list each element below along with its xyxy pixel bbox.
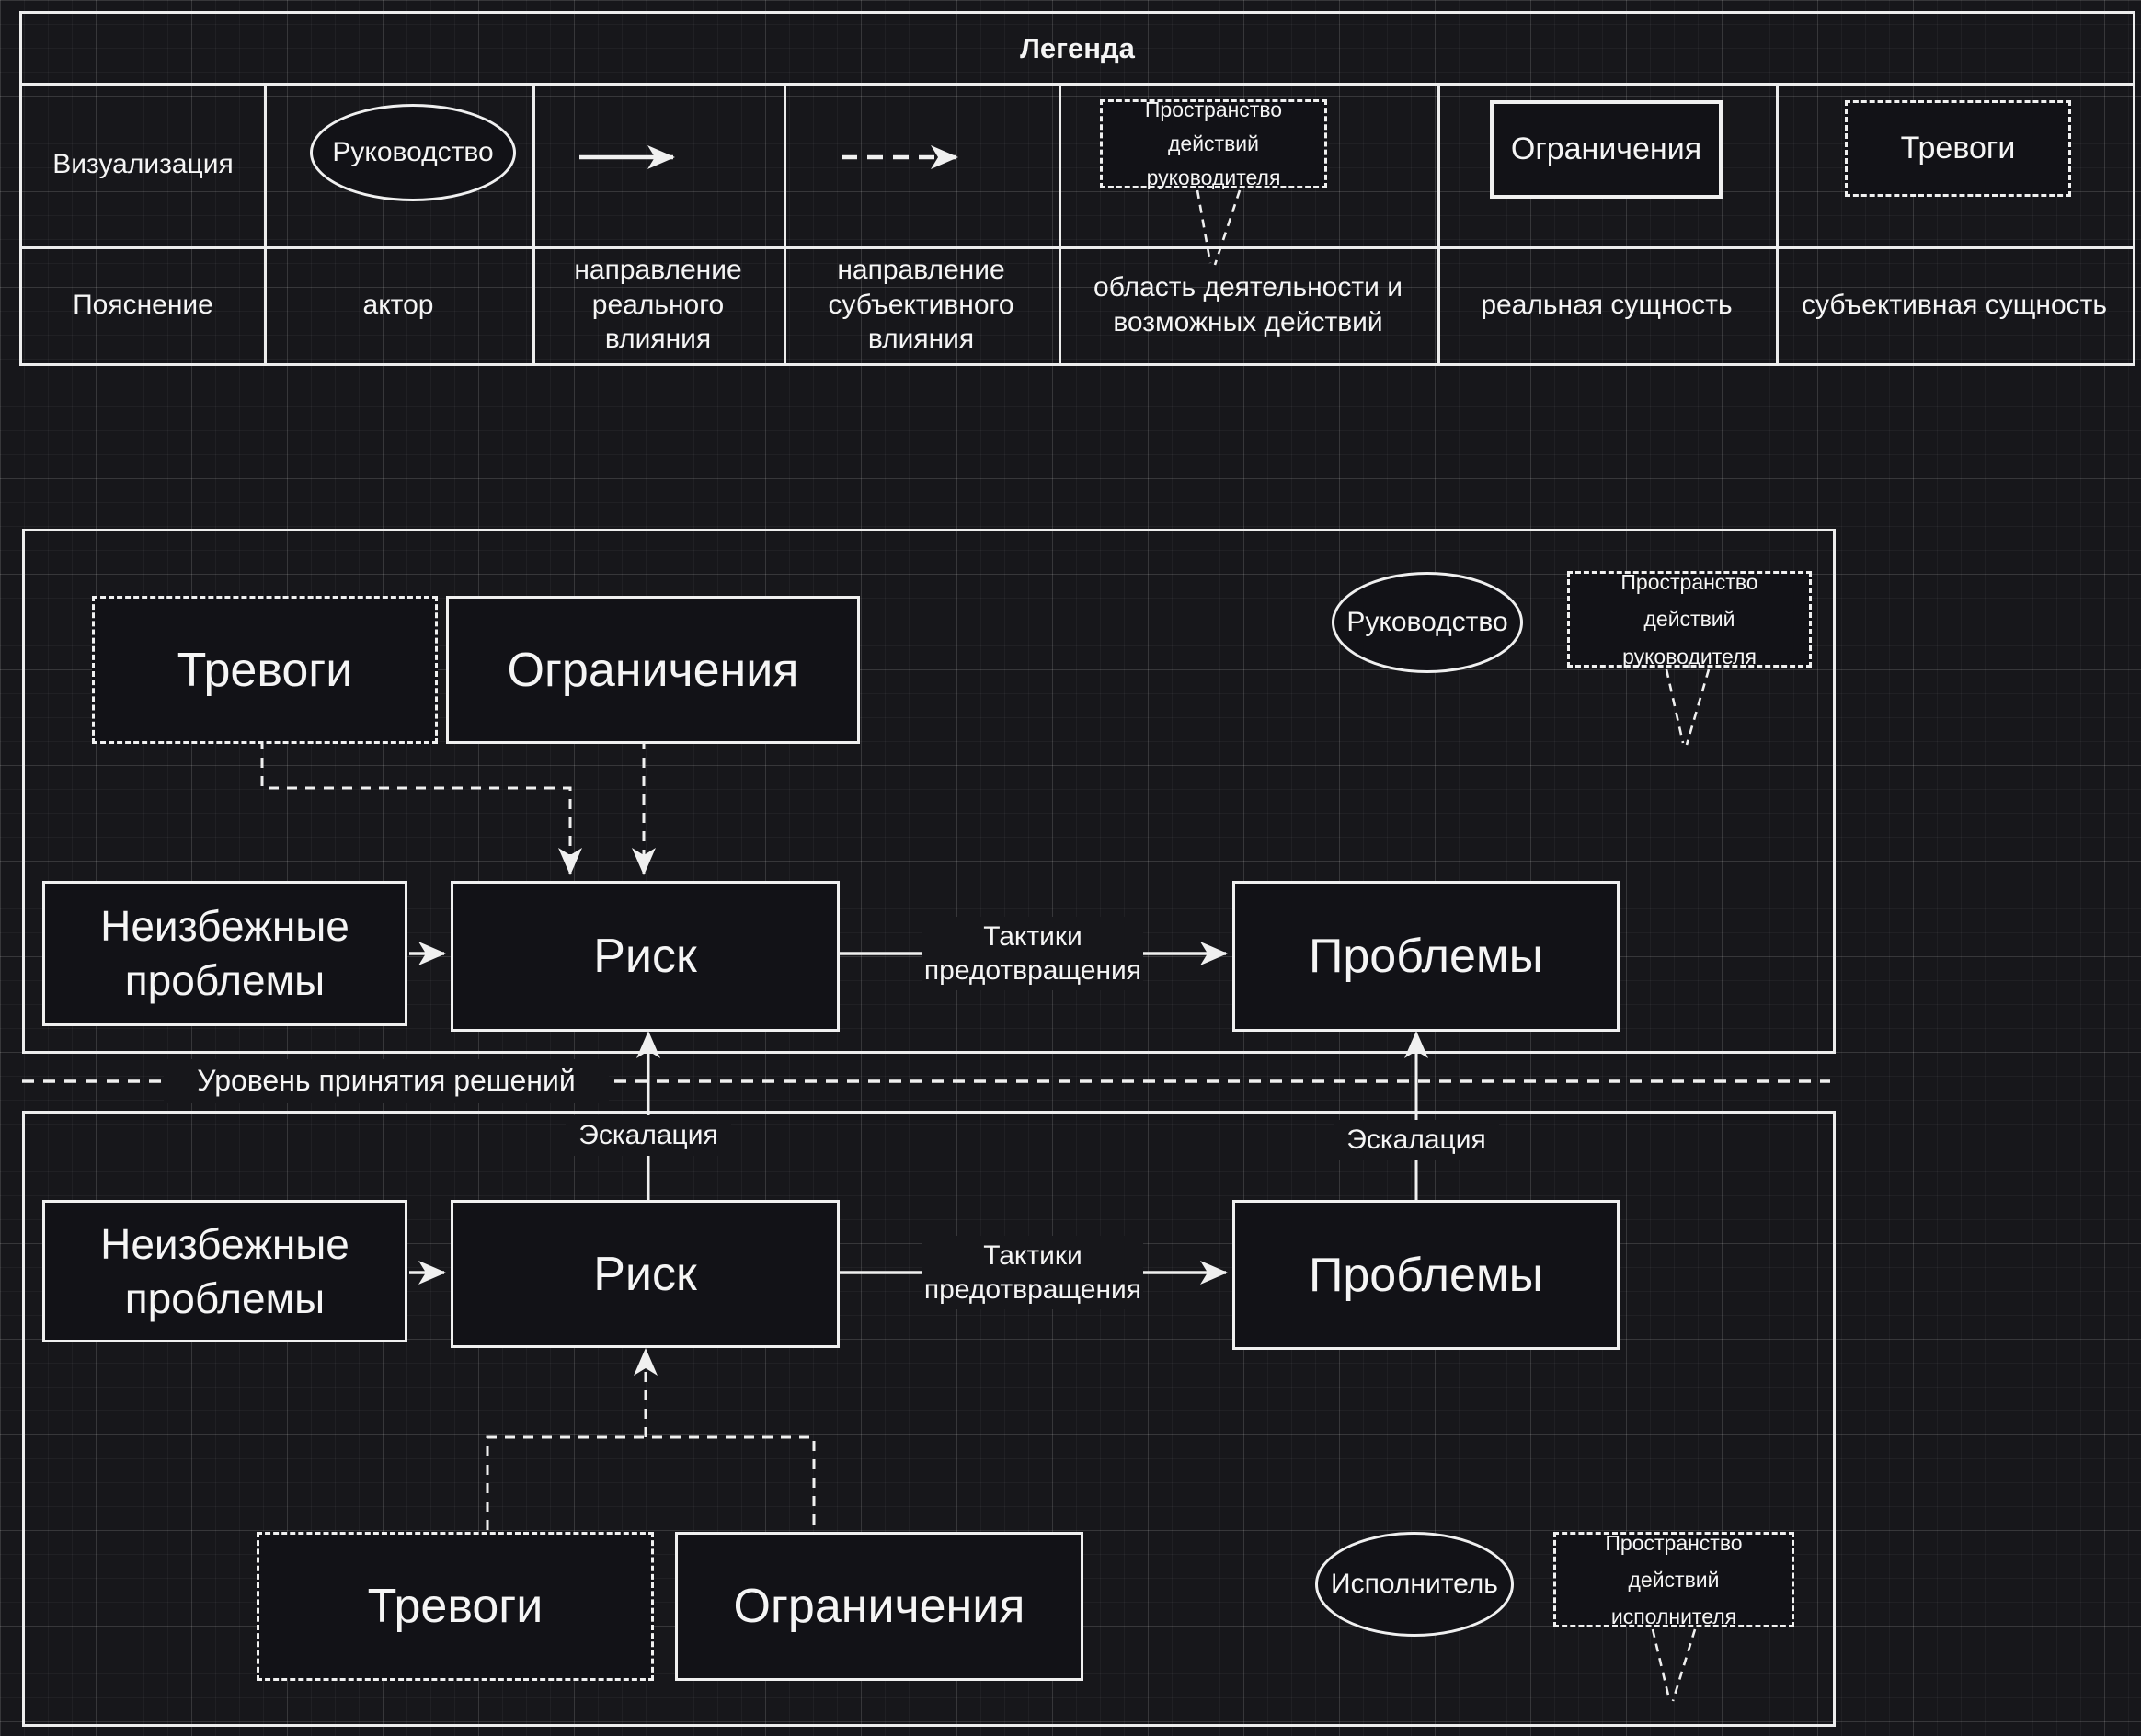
upper-inevitable-problems-label: Неизбежные проблемы: [100, 902, 349, 1004]
legend-expl-row-label: Пояснение: [73, 289, 213, 320]
upper-tactics-label: Тактики предотвращения: [922, 917, 1143, 990]
upper-risk-label: Риск: [593, 930, 697, 983]
upper-alarms-box: [92, 596, 438, 744]
upper-action-space-label: Пространство действий руководителя: [1620, 570, 1758, 668]
upper-alarms-to-risk-dashed-arrow: [262, 739, 570, 874]
lower-action-space-callout: [1553, 1532, 1794, 1628]
lower-constraints-box: [675, 1532, 1083, 1681]
lower-inevitable-problems-label: Неизбежные проблемы: [100, 1219, 349, 1322]
lower-actor-label: Исполнитель: [1331, 1569, 1498, 1599]
lower-alarms-label: Тревоги: [367, 1580, 544, 1633]
legend-action-space-callout: [1100, 99, 1327, 188]
lower-problems-label: Проблемы: [1308, 1248, 1544, 1302]
lower-action-space-label: Пространство действий исполнителя: [1605, 1530, 1743, 1629]
legend-action-space-label: Пространство действий руководителя: [1144, 97, 1283, 190]
legend-expl-actor: актор: [362, 289, 434, 320]
upper-action-space-callout: [1567, 571, 1812, 668]
legend-actor-label: Руководство: [332, 137, 494, 167]
legend-constraints-rect: [1490, 100, 1723, 199]
lower-tactics-label: Тактики предотвращения: [922, 1236, 1143, 1309]
lower-problems-box: [1232, 1200, 1620, 1350]
upper-actor-ellipse: [1332, 572, 1523, 673]
lower-callout-tail: [1653, 1629, 1695, 1701]
legend-viz-row-label: Визуализация: [52, 149, 234, 180]
legend-constraints-label: Ограничения: [1510, 131, 1702, 166]
upper-problems-box: [1232, 881, 1620, 1032]
upper-actor-label: Руководство: [1346, 607, 1508, 637]
legend-expl-real-influence: направление реального влияния: [574, 255, 742, 355]
escalation-risk-label: Эскалация: [566, 1115, 731, 1156]
lower-risk-label: Риск: [593, 1247, 697, 1301]
lower-constraints-label: Ограничения: [733, 1580, 1025, 1633]
upper-callout-tail: [1666, 669, 1709, 745]
upper-constraints-box: [446, 596, 860, 744]
legend-actor-ellipse: [310, 104, 516, 201]
legend-title: Легенда: [1020, 31, 1135, 64]
legend-expl-action-space: область деятельности и возможных действий: [1093, 272, 1403, 337]
upper-constraints-label: Ограничения: [507, 643, 799, 697]
legend-expl-real-entity: реальная сущность: [1481, 289, 1733, 320]
upper-inevitable-problems-box: [42, 881, 407, 1026]
legend-alarms-rect: [1845, 100, 2071, 197]
upper-alarms-label: Тревоги: [177, 643, 353, 697]
legend-expl-subjective-influence: направление субъективного влияния: [828, 255, 1014, 355]
lower-actor-ellipse: [1315, 1532, 1514, 1637]
legend-expl-subjective-entity: субъективная сущность: [1802, 289, 2107, 320]
lower-risk-box: [451, 1200, 840, 1348]
escalation-problems-label: Эскалация: [1334, 1120, 1499, 1160]
legend-alarms-label: Тревоги: [1900, 131, 2016, 166]
upper-risk-box: [451, 881, 840, 1032]
legend-callout-tail: [1197, 190, 1240, 265]
upper-problems-label: Проблемы: [1308, 930, 1544, 983]
lower-inevitable-problems-box: [42, 1200, 407, 1342]
lower-alarms-box: [257, 1532, 654, 1681]
decision-level-divider-label: Уровень принятия решений: [164, 1059, 609, 1103]
lower-alarms-constraints-junction: [487, 1437, 814, 1530]
